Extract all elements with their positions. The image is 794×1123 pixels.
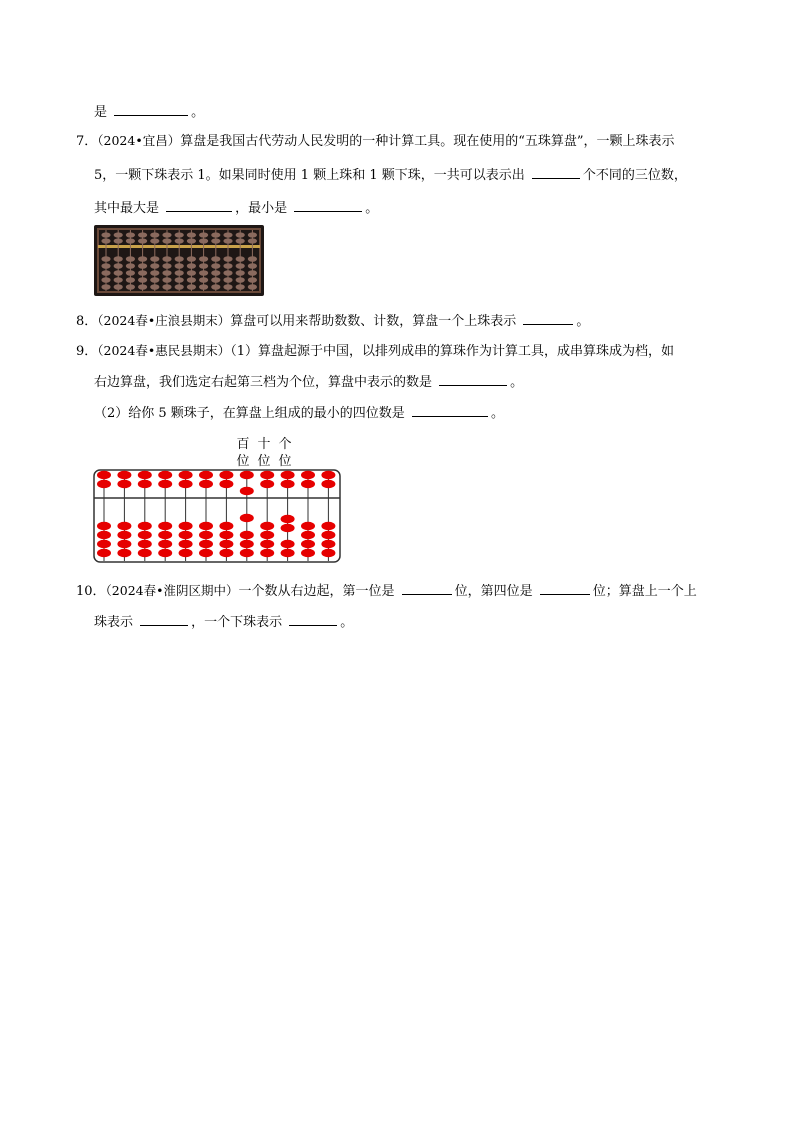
- upper-bead: [97, 480, 111, 488]
- photo-lower-bead: [138, 284, 147, 290]
- q7-min-blank[interactable]: [294, 197, 362, 212]
- photo-lower-bead: [211, 263, 220, 269]
- lower-bead: [199, 549, 213, 557]
- upper-bead: [260, 471, 274, 479]
- q6-text: 是: [94, 105, 112, 120]
- photo-upper-bead: [150, 232, 159, 237]
- photo-lower-bead: [223, 256, 232, 262]
- photo-lower-bead: [223, 277, 232, 283]
- photo-lower-bead: [101, 284, 110, 290]
- photo-lower-bead: [248, 277, 257, 283]
- abacus-diagram: [92, 434, 344, 564]
- lower-bead: [138, 549, 152, 557]
- upper-bead: [240, 471, 254, 479]
- abacus-photo-drawing: [94, 225, 264, 296]
- upper-bead: [240, 487, 254, 495]
- lower-bead: [219, 549, 233, 557]
- lower-bead: [321, 531, 335, 539]
- q7-text-3c: 。: [365, 201, 379, 216]
- lower-bead: [240, 531, 254, 539]
- photo-lower-bead: [211, 256, 220, 262]
- q7-text-2b: 个不同的三位数，: [582, 168, 687, 183]
- photo-upper-bead: [248, 232, 257, 237]
- lower-bead: [240, 549, 254, 557]
- photo-lower-bead: [236, 277, 245, 283]
- lower-bead: [260, 522, 274, 530]
- lower-bead: [301, 531, 315, 539]
- q7-line-3: [94, 197, 378, 219]
- lower-bead: [117, 522, 131, 530]
- q7-text-2a: 5，一颗下珠表示 1。如果同时使用 1 颗上珠和 1 颗下珠，一共可以表示出: [94, 168, 529, 183]
- q9-line-1: [76, 341, 674, 362]
- photo-lower-bead: [199, 284, 208, 290]
- photo-lower-bead: [162, 256, 171, 262]
- photo-lower-bead: [138, 256, 147, 262]
- photo-upper-bead: [236, 232, 245, 237]
- photo-lower-bead: [126, 277, 135, 283]
- upper-bead: [301, 471, 315, 479]
- photo-lower-bead: [150, 277, 159, 283]
- q9-line-2: [94, 371, 523, 393]
- lower-bead: [260, 531, 274, 539]
- upper-bead: [138, 480, 152, 488]
- q10-first-digit-blank[interactable]: [402, 580, 452, 595]
- photo-lower-bead: [211, 284, 220, 290]
- q10-text-2c: 。: [340, 615, 354, 630]
- photo-upper-bead: [114, 232, 123, 237]
- lower-bead: [199, 531, 213, 539]
- upper-bead: [219, 471, 233, 479]
- lower-bead: [117, 549, 131, 557]
- q9-line-3: [94, 402, 504, 424]
- photo-lower-bead: [187, 256, 196, 262]
- q7-max-blank[interactable]: [166, 197, 232, 212]
- hundreds-label-top: 百: [236, 437, 250, 452]
- photo-upper-bead: [199, 232, 208, 237]
- photo-lower-bead: [175, 270, 184, 276]
- upper-bead: [281, 480, 295, 488]
- photo-lower-bead: [223, 284, 232, 290]
- upper-bead: [158, 480, 172, 488]
- photo-upper-bead: [248, 238, 257, 243]
- photo-upper-bead: [175, 232, 184, 237]
- photo-upper-bead: [211, 232, 220, 237]
- photo-lower-bead: [175, 284, 184, 290]
- q7-count-blank[interactable]: [532, 164, 580, 179]
- photo-upper-bead: [187, 238, 196, 243]
- photo-lower-bead: [236, 284, 245, 290]
- ones-label-top: 个: [278, 437, 292, 452]
- q10-text-2a: 珠表示: [94, 615, 138, 630]
- photo-upper-bead: [223, 232, 232, 237]
- q8-text: 算盘可以用来帮助数数、计数，算盘一个上珠表示: [230, 314, 521, 329]
- photo-lower-bead: [187, 263, 196, 269]
- photo-lower-bead: [199, 256, 208, 262]
- photo-lower-bead: [187, 284, 196, 290]
- upper-bead: [321, 471, 335, 479]
- lower-bead: [281, 524, 295, 532]
- tens-label-top: 十: [257, 437, 271, 452]
- photo-lower-bead: [101, 256, 110, 262]
- photo-lower-bead: [248, 256, 257, 262]
- photo-upper-bead: [236, 238, 245, 243]
- lower-bead: [97, 522, 111, 530]
- lower-bead: [138, 540, 152, 548]
- abacus-photo: [94, 225, 264, 296]
- photo-lower-bead: [138, 277, 147, 283]
- photo-lower-bead: [223, 270, 232, 276]
- q10-upper-bead-blank[interactable]: [140, 611, 188, 626]
- q9-text-1: （1）算盘起源于中国，以排列成串的算珠作为计算工具，成串算珠成为档，如: [230, 344, 674, 359]
- q8-source: （2024春•庄浪县期末）: [97, 313, 231, 328]
- photo-lower-bead: [211, 277, 220, 283]
- tens-label-bottom: 位: [257, 454, 271, 469]
- photo-lower-bead: [236, 263, 245, 269]
- q10-text-1a: 一个数从右边起，第一位是: [238, 584, 399, 599]
- lower-bead: [158, 540, 172, 548]
- lower-bead: [138, 531, 152, 539]
- photo-lower-bead: [114, 256, 123, 262]
- lower-bead: [199, 522, 213, 530]
- q7-line-1: [76, 131, 675, 152]
- lower-bead: [117, 540, 131, 548]
- q10-fourth-digit-blank[interactable]: [540, 580, 590, 595]
- upper-bead: [117, 480, 131, 488]
- photo-lower-bead: [150, 284, 159, 290]
- q6-end: 。: [191, 105, 205, 120]
- photo-lower-bead: [162, 277, 171, 283]
- ones-label-bottom: 位: [278, 454, 292, 469]
- lower-bead: [138, 522, 152, 530]
- photo-lower-bead: [248, 263, 257, 269]
- photo-lower-bead: [138, 263, 147, 269]
- upper-bead: [158, 471, 172, 479]
- q7-text-3b: ，最小是: [235, 201, 292, 216]
- photo-upper-bead: [114, 238, 123, 243]
- lower-bead: [301, 549, 315, 557]
- lower-bead: [301, 522, 315, 530]
- photo-lower-bead: [175, 263, 184, 269]
- photo-upper-bead: [138, 232, 147, 237]
- photo-upper-bead: [199, 238, 208, 243]
- photo-lower-bead: [162, 270, 171, 276]
- photo-upper-bead: [126, 238, 135, 243]
- q10-text-2b: ，一个下珠表示: [191, 615, 287, 630]
- q10-number: 10．: [76, 584, 106, 599]
- lower-bead: [219, 531, 233, 539]
- q9-number: 9．: [76, 344, 98, 359]
- photo-lower-bead: [138, 270, 147, 276]
- lower-bead: [179, 549, 193, 557]
- q9-text-3a: （2）给你 5 颗珠子，在算盘上组成的最小的四位数是: [94, 406, 409, 421]
- upper-bead: [179, 480, 193, 488]
- photo-lower-bead: [211, 270, 220, 276]
- photo-lower-bead: [114, 277, 123, 283]
- photo-upper-bead: [150, 238, 159, 243]
- photo-upper-bead: [175, 238, 184, 243]
- lower-bead: [158, 531, 172, 539]
- lower-bead: [219, 540, 233, 548]
- photo-upper-bead: [162, 238, 171, 243]
- photo-lower-bead: [150, 270, 159, 276]
- photo-lower-bead: [126, 284, 135, 290]
- lower-bead: [219, 522, 233, 530]
- lower-bead: [321, 540, 335, 548]
- q9-text-2a: 右边算盘，我们选定右起第三档为个位，算盘中表示的数是: [94, 375, 437, 390]
- photo-lower-bead: [101, 263, 110, 269]
- lower-bead: [158, 522, 172, 530]
- photo-lower-bead: [236, 256, 245, 262]
- q9-fourdigit-blank[interactable]: [412, 402, 488, 417]
- upper-bead: [199, 471, 213, 479]
- lower-bead: [321, 522, 335, 530]
- q10-lower-bead-blank[interactable]: [289, 611, 337, 626]
- q8-number: 8．: [76, 314, 98, 329]
- lower-bead: [281, 549, 295, 557]
- photo-lower-bead: [187, 270, 196, 276]
- lower-bead: [240, 540, 254, 548]
- q8-line: [76, 310, 589, 332]
- photo-upper-bead: [211, 238, 220, 243]
- photo-upper-bead: [126, 232, 135, 237]
- lower-bead: [260, 540, 274, 548]
- q9-text-2b: 。: [510, 375, 524, 390]
- lower-bead: [117, 531, 131, 539]
- photo-lower-bead: [114, 284, 123, 290]
- lower-bead: [97, 531, 111, 539]
- photo-lower-bead: [162, 284, 171, 290]
- q6-answer-blank[interactable]: [114, 101, 188, 116]
- photo-lower-bead: [236, 270, 245, 276]
- upper-bead: [138, 471, 152, 479]
- q6-tail-line: [94, 101, 204, 123]
- lower-bead: [240, 514, 254, 522]
- q8-end: 。: [576, 314, 590, 329]
- photo-lower-bead: [175, 256, 184, 262]
- photo-lower-bead: [223, 263, 232, 269]
- photo-lower-bead: [114, 270, 123, 276]
- q10-line-1: [76, 580, 697, 602]
- photo-lower-bead: [199, 263, 208, 269]
- lower-bead: [301, 540, 315, 548]
- photo-lower-bead: [150, 256, 159, 262]
- upper-bead: [219, 480, 233, 488]
- q10-text-1c: 位；算盘上一个上: [592, 584, 697, 599]
- photo-lower-bead: [126, 270, 135, 276]
- lower-bead: [260, 549, 274, 557]
- q9-text-3b: 。: [490, 406, 504, 421]
- q10-source: （2024春•淮阴区期中）: [105, 583, 239, 598]
- upper-bead: [179, 471, 193, 479]
- photo-lower-bead: [175, 277, 184, 283]
- lower-bead: [199, 540, 213, 548]
- lower-bead: [179, 540, 193, 548]
- lower-bead: [179, 522, 193, 530]
- q10-text-1b: 位，第四位是: [454, 584, 537, 599]
- q8-answer-blank[interactable]: [523, 310, 573, 325]
- photo-upper-bead: [187, 232, 196, 237]
- photo-lower-bead: [101, 270, 110, 276]
- lower-bead: [97, 549, 111, 557]
- lower-bead: [97, 540, 111, 548]
- upper-bead: [199, 480, 213, 488]
- hundreds-label-bottom: 位: [236, 454, 250, 469]
- upper-bead: [97, 471, 111, 479]
- photo-upper-bead: [162, 232, 171, 237]
- q7-text-3a: 其中最大是: [94, 201, 164, 216]
- photo-lower-bead: [248, 284, 257, 290]
- q9-number-blank[interactable]: [439, 371, 507, 386]
- q10-line-2: [94, 611, 353, 633]
- lower-bead: [321, 549, 335, 557]
- upper-bead: [117, 471, 131, 479]
- photo-lower-bead: [162, 263, 171, 269]
- photo-lower-bead: [187, 277, 196, 283]
- q7-source: （2024•宜昌）: [97, 133, 181, 148]
- photo-lower-bead: [126, 256, 135, 262]
- photo-lower-bead: [126, 263, 135, 269]
- q7-number: 7．: [76, 134, 98, 149]
- lower-bead: [179, 531, 193, 539]
- photo-upper-bead: [101, 238, 110, 243]
- photo-lower-bead: [248, 270, 257, 276]
- photo-lower-bead: [199, 277, 208, 283]
- lower-bead: [281, 515, 295, 523]
- photo-upper-bead: [101, 232, 110, 237]
- lower-bead: [158, 549, 172, 557]
- photo-upper-bead: [223, 238, 232, 243]
- upper-bead: [321, 480, 335, 488]
- upper-bead: [260, 480, 274, 488]
- photo-lower-bead: [101, 277, 110, 283]
- q9-source: （2024春•惠民县期末）: [97, 343, 231, 358]
- photo-upper-bead: [138, 238, 147, 243]
- photo-lower-bead: [199, 270, 208, 276]
- q7-text-1: 算盘是我国古代劳动人民发明的一种计算工具。现在使用的“五珠算盘”，一颗上珠表示: [180, 134, 675, 149]
- photo-lower-bead: [150, 263, 159, 269]
- photo-lower-bead: [114, 263, 123, 269]
- lower-bead: [281, 540, 295, 548]
- upper-bead: [281, 471, 295, 479]
- q7-line-2: [94, 164, 687, 186]
- upper-bead: [301, 480, 315, 488]
